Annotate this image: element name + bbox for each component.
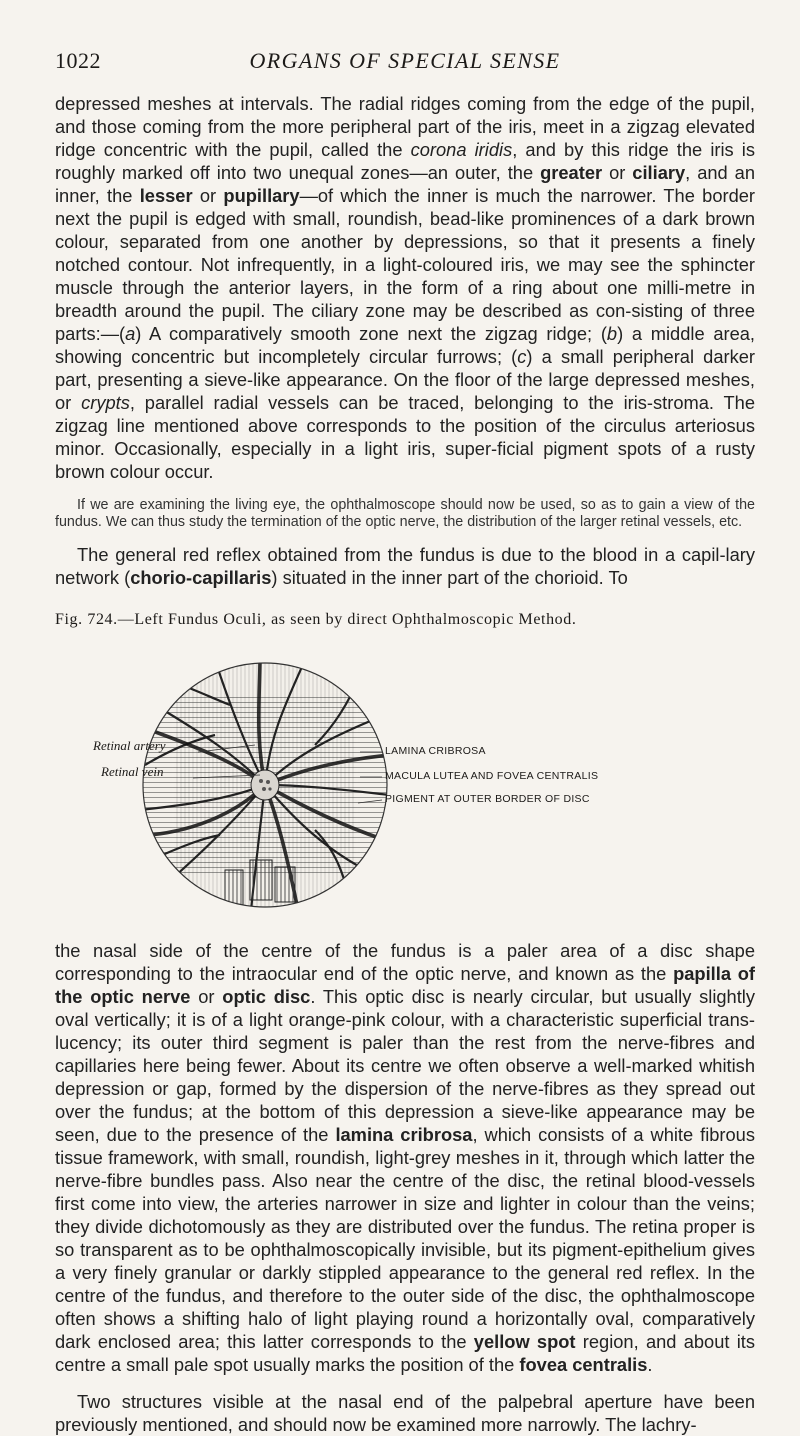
italic-term: c — [517, 346, 527, 367]
label-retinal-artery: Retinal artery — [93, 738, 166, 753]
page-number: 1022 — [55, 48, 101, 73]
bold-term: lamina cribrosa — [335, 1124, 473, 1145]
bold-term: pupillary — [223, 185, 300, 206]
paragraph-red-reflex — [55, 543, 755, 589]
bold-term: greater — [540, 162, 603, 183]
text-run: , parallel radial vessels can be traced, belonging to the iris-stroma. The zigzag line mentioned above corresponds to the position of the circulus arteriosus minor. Occasionally, especially in a light iris, super-ficial pigment spots of a rusty brown colour occur. — [55, 392, 755, 482]
paragraph-ophthalmoscope-note: If we are examining the living eye, the ophthalmoscope should now be used, so as to gain a view of the fundus. We can thus study the termination of the optic nerve, the distribution of the larger retinal vessels, etc. — [55, 497, 755, 530]
label-retinal-vein: Retinal vein — [101, 764, 164, 779]
figure-caption: Fig. 724.—Left Fundus Oculi, as seen by direct Ophthalmoscopic Method. — [55, 611, 577, 628]
optic-disc — [251, 770, 279, 800]
text-run: or — [192, 185, 224, 206]
bold-term: lesser — [139, 185, 193, 206]
text-run: depressed meshes at intervals. The radial ridges coming from the edge of the pupil, and those coming from the more peripheral part of the iris, meet in a zigzag elevated ridge concentric with the pupil, called the — [55, 93, 755, 160]
label-pigment-border: PIGMENT AT OUTER BORDER OF DISC — [385, 793, 590, 805]
label-lamina-cribrosa: LAMINA CRIBROSA — [385, 745, 486, 757]
label-macula-lutea: MACULA LUTEA AND FOVEA CENTRALIS — [385, 770, 599, 782]
bold-term: papilla of the optic nerve — [55, 963, 755, 1007]
italic-term: b — [606, 323, 618, 344]
page-header — [55, 44, 755, 76]
bold-term: fovea centralis — [519, 1354, 648, 1375]
text-run: , and an inner, the — [55, 162, 755, 206]
fundus-illustration — [55, 635, 755, 935]
text-run: ) a middle area, showing concentric but incompletely circular furrows; ( — [55, 323, 755, 367]
text-run: region, and about its centre a small pale spot usually marks the position of the — [55, 1331, 755, 1375]
text-run: ) a small peripheral darker part, presenting a sieve-like appearance. On the floor of the large depressed meshes, or — [55, 346, 755, 413]
running-head: ORGANS OF SPECIAL SENSE — [249, 48, 561, 73]
paragraph-iris — [55, 92, 755, 483]
text-run: or — [190, 986, 223, 1007]
book-page — [55, 44, 755, 1436]
bold-term: yellow spot — [473, 1331, 576, 1352]
text-run: or — [602, 162, 633, 183]
text-run: The general red reflex obtained from the fundus is due to the blood in a capil-lary network ( — [55, 544, 755, 588]
italic-term: a — [125, 323, 136, 344]
italic-term: crypts — [81, 392, 130, 413]
bold-term: ciliary — [632, 162, 686, 183]
text-run: , and by this ridge the iris is roughly marked off into two unequal zones—an outer, the — [55, 139, 755, 183]
text-run: the nasal side of the centre of the fundus is a paler area of a disc shape corresponding to the intraocular end of the optic nerve, and known as the — [55, 940, 755, 984]
paragraph-optic-disc — [55, 939, 755, 1376]
text-run: . — [647, 1354, 653, 1375]
text-run: . This optic disc is nearly circular, but usually slightly oval vertically; it is of a light orange-pink colour, with a characteristic superficial trans-lucency; its outer third segment is paler than the rest from the nerve-fibres and capillaries here being fewer. About its centre we often observe a well-marked whitish depression or gap, formed by the dispersion of the nerve-fibres as they spread out over the fundus; at the bottom of this depression a sieve-like appearance may be seen, due to the presence of the — [55, 986, 756, 1145]
bold-term: optic disc — [222, 986, 311, 1007]
fundus-figure — [55, 635, 755, 935]
paragraph-palpebral: Two structures visible at the nasal end of the palpebral aperture have been previously mentioned, and should now be examined more narrowly. The lachry- — [55, 1391, 755, 1435]
text-run: , which consists of a white fibrous tissue framework, with small, roundish, light-grey meshes in it, through which latter the nerve-fibre bundles pass. Also near the centre of the disc, the retinal blood-vessels first come into view, the arteries narrower in size and lighter in colour than the veins; they divide dichotomously as they are distributed over the fundus. The retina proper is so transparent as to be ophthalmoscopically invisible, but its pigment-epithelium gives a very finely granular or darkly stippled appearance to the general red reflex. In the centre of the fundus, and therefore to the outer side of the disc, the ophthalmoscope often shows a shifting halo of light playing round a horizontally oval, comparatively dark enclosed area; this latter corresponds to the — [55, 1124, 755, 1352]
italic-term: corona iridis — [410, 139, 513, 160]
text-run: ) situated in the inner part of the chorioid. To — [271, 567, 628, 588]
bold-term: chorio-capillaris — [130, 567, 272, 588]
text-run: ) A comparatively smooth zone next the zigzag ridge; ( — [135, 323, 607, 344]
text-run: —of which the inner is much the narrower. The border next the pupil is edged with small, roundish, bead-like prominences of a dark brown colour, separated from one another by depressions, so that it presents a finely notched contour. Not infrequently, in a light-coloured iris, we may see the sphincter muscle through the anterior layers, in the form of a ring about one milli-metre in breadth around the pupil. The ciliary zone may be described as con-sisting of three parts:—( — [55, 185, 755, 344]
